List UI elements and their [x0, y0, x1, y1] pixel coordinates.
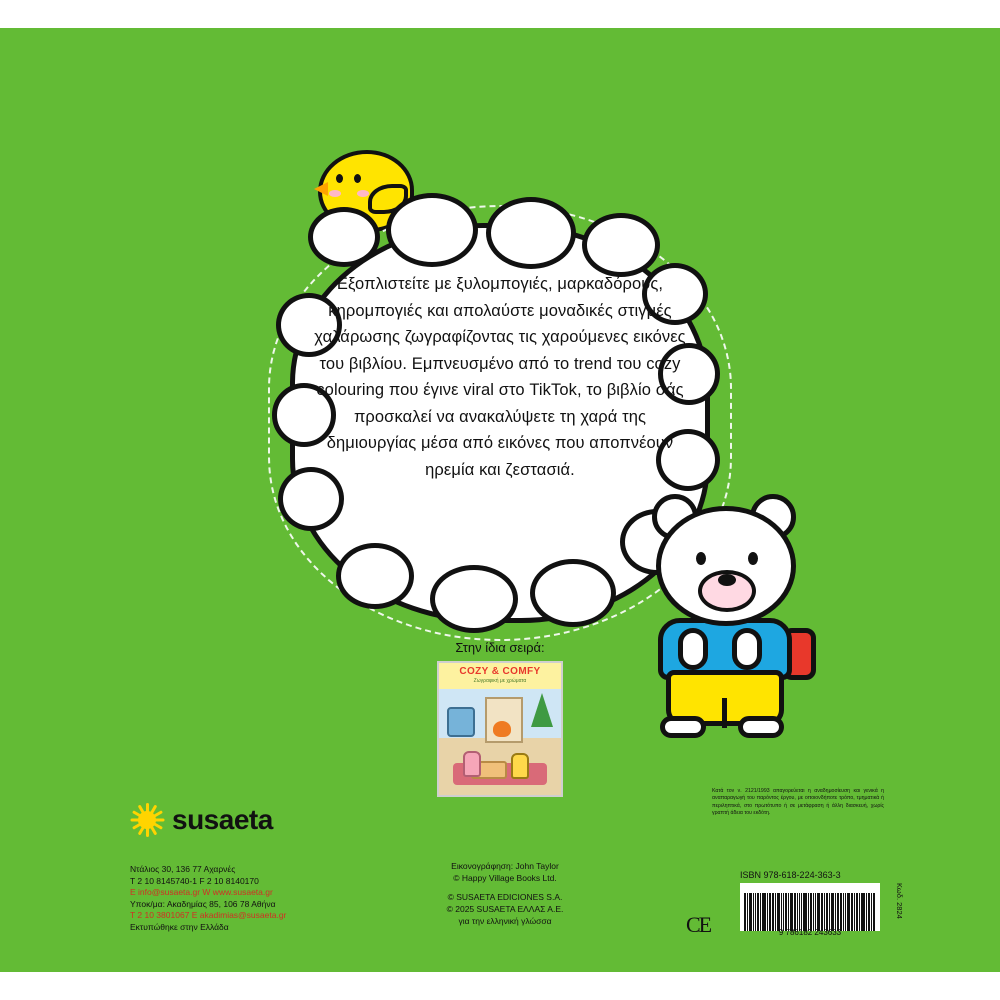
address-line: Ντάλιος 30, 136 77 Αχαρνές — [130, 864, 236, 874]
cover-artwork — [0, 28, 1000, 972]
credit-language: για την ελληνική γλώσσα — [458, 916, 552, 926]
bear-paw-left — [678, 628, 708, 670]
credit-rights: © Happy Village Books Ltd. — [453, 873, 557, 883]
credit-illustration: Εικονογράφηση: John Taylor — [451, 861, 559, 871]
bear-foot-right — [738, 716, 784, 738]
same-series-block — [400, 640, 600, 797]
barcode — [740, 883, 880, 931]
isbn-value: 978-618-224-363-3 — [763, 870, 841, 880]
credit-local: © 2025 SUSAETA ΕΛΛΑΣ Α.Ε. — [446, 904, 564, 914]
bear-eye-right — [748, 552, 758, 565]
ce-mark: CE — [686, 912, 711, 937]
mini-tree-icon — [531, 693, 553, 727]
bear-pants-split — [722, 698, 727, 728]
address-line: T 2 10 8145740-1 F 2 10 8140170 — [130, 875, 259, 886]
chick-blush-right — [357, 190, 369, 197]
same-series-title: Στην ίδια σειρά: — [455, 640, 545, 655]
sun-icon — [130, 803, 164, 837]
publisher-address — [130, 864, 380, 933]
mini-fireplace-icon — [485, 697, 523, 743]
bubble-text: Εξοπλιστείτε με ξυλομπογιές, μαρκαδόρους, κηρομπογιές και απολαύστε μοναδικές στιγμές χαλάρωσης ζωγραφίζοντας τις χαρούμενες εικόνες του βιβλίου. Εμπνευσμένο από το trend του cozy colouring που έγινε viral στο TikTok, το βιβλίο σάς προσκαλεί να ανακαλύψετε τη χαρά της δημιουργίας μέσα από εικόνες που αποπνέουν ηρεμία και ζεστασιά. — [314, 275, 686, 479]
barcode-digits: 9 786182 243633 — [778, 928, 842, 937]
mini-book-logo: COZY & COMFY — [459, 666, 541, 677]
mini-child-left — [463, 751, 481, 777]
publisher-name: susaeta — [172, 804, 273, 835]
product-code: Κωδ. 2824 — [895, 883, 904, 919]
chick-blush-left — [329, 190, 341, 197]
credits-block — [400, 860, 610, 927]
bear-paw-right — [732, 628, 762, 670]
mini-child-right — [511, 753, 529, 779]
chick-eye-right — [354, 174, 361, 183]
bear-foot-left — [660, 716, 706, 738]
bear-nose — [718, 574, 736, 586]
chick-beak-icon — [314, 182, 328, 196]
series-book-thumbnail[interactable] — [437, 661, 563, 797]
credit-company: © SUSAETA EDICIONES S.A. — [447, 892, 563, 902]
address-line: Εκτυπώθηκε στην Ελλάδα — [130, 921, 229, 932]
publisher-logo-block — [130, 803, 360, 837]
mini-chair-icon — [447, 707, 475, 737]
chick-eye-left — [336, 174, 343, 183]
address-line: T 2 10 3801067 E akadimias@susaeta.gr — [130, 910, 287, 920]
legal-notice: Κατά τον ν. 2121/1993 απαγορεύεται η αναδημοσίευση και γενικά η αναπαραγωγή του παρόντος έργου, με οποιονδήποτε τρόπο, τμηματικά ή περιληπτικά, στο πρωτότυπο ή σε μετάφραση ή άλλη διασκευή, χωρίς γραπτή άδεια του εκδότη. — [712, 788, 884, 817]
address-line: E info@susaeta.gr W www.susaeta.gr — [130, 887, 273, 897]
mini-book-scene — [439, 689, 561, 795]
bear-eye-left — [696, 552, 706, 565]
bear-character — [640, 488, 840, 748]
mini-book-subtitle: Ζωγραφική με χρώματα — [473, 678, 527, 684]
isbn-label: ISBN — [740, 870, 762, 880]
address-line: Υποκ/μα: Ακαδημίας 85, 106 78 Αθήνα — [130, 898, 276, 909]
isbn-line — [740, 870, 841, 880]
